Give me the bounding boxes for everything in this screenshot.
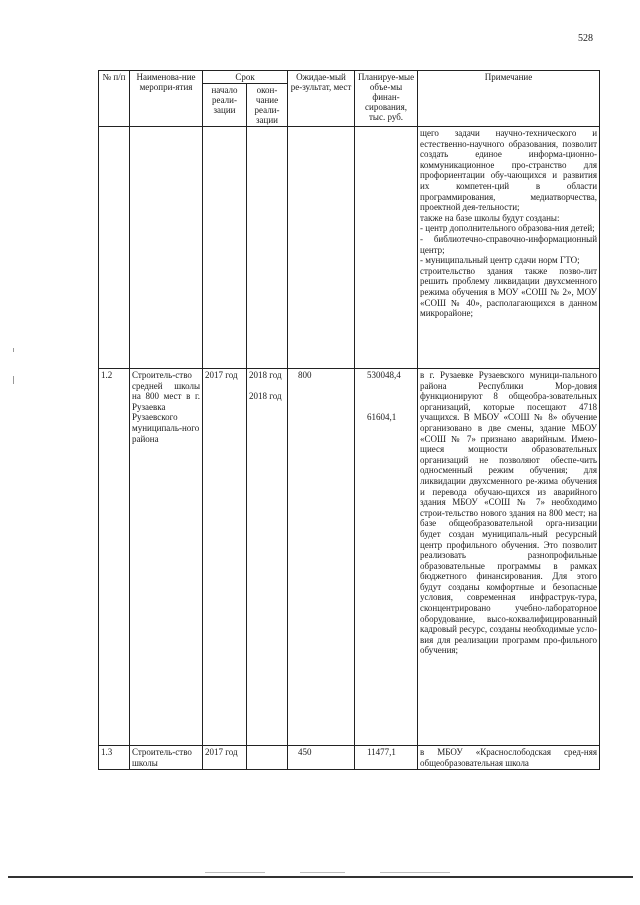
cell-result [288, 127, 355, 369]
cell-end-text: 2018 год 2018 год [249, 370, 282, 402]
cell-note-text: в МБОУ «Краснослободская сред-няя общеобразовательная школа [420, 747, 598, 768]
header-start: начало реали-зации [203, 84, 247, 127]
cell-result [288, 369, 355, 746]
header-end: окон-чание реали-зации [247, 84, 288, 127]
cell-start [203, 127, 247, 369]
cell-funding-text: 530048,4 61604,1 [367, 370, 401, 423]
cell-note [418, 746, 600, 770]
header-term: Срок [203, 71, 288, 84]
events-table [98, 70, 600, 770]
cell-funding [355, 369, 418, 746]
scan-mark [13, 348, 14, 352]
table-row [99, 369, 600, 746]
cell-end [247, 127, 288, 369]
table-header-row [99, 71, 600, 84]
cell-result-text: 450 [298, 747, 312, 757]
cell-end [247, 746, 288, 770]
cell-note-text: в г. Рузаевке Рузаевского муници-пального района Республики Мор-довия функционируют 8 общеобра-зовательных организаций, которые посещают 4718 учащихся. В МБОУ «СОШ № 8» обучение организовано в две смены, здание МБОУ «СОШ № 7» признано аварийным. Имею-щиеся мощности образовательных организаций не позволяют обеспе-чить односменный режим обучения; для ликвидации двухсменного ре-жима обучения и перевода обучаю-щихся из аварийного здания МБОУ «СОШ № 7» необходимо строи-тельство нового здания на 800 мест; на базе общеобразовательной орга-низации будет создан муниципаль-ный ресурсный центр профильного обучения. Это позволит реализовать разнопрофильные образовательные программы в рамках бюджетного финансирования. Для этого будут созданы комфортные и безопасные условия, современная инфраструк-тура, сконцентрировано учебно-лабораторное оборудование, высо-коквалифицированный кадровый ресурс, созданы необходимые усло-вия для реализации программ про-фильного обучения; [420, 370, 598, 656]
table-row [99, 127, 600, 369]
cell-end [247, 369, 288, 746]
cell-name-text: Строитель-ство средней школы на 800 мест в г. Рузаевка Рузаевского муниципаль-ного района [132, 370, 200, 444]
cell-funding [355, 746, 418, 770]
cell-start-text: 2017 год [205, 370, 238, 380]
scan-noise [205, 872, 265, 873]
header-num: № п/п [99, 71, 130, 127]
cell-start [203, 746, 247, 770]
header-note: Примечание [418, 71, 600, 127]
scan-noise [300, 872, 345, 873]
header-result: Ожидае-мый ре-зультат, мест [288, 71, 355, 127]
page-number: 528 [578, 33, 593, 44]
cell-result-text: 800 [298, 370, 312, 380]
cell-name-text: Строитель-ство школы [132, 747, 192, 768]
cell-start [203, 369, 247, 746]
header-funding: Планируе-мые объе-мы финан-сирования, тыс. руб. [355, 71, 418, 127]
table-row [99, 746, 600, 770]
cell-num-text: 1.2 [101, 370, 113, 380]
page-bottom-rule [8, 876, 633, 878]
cell-name [130, 369, 203, 746]
header-name: Наименова-ние меропри-ятия [130, 71, 203, 127]
cell-num [99, 369, 130, 746]
cell-result [288, 746, 355, 770]
cell-funding-text: 11477,1 [367, 747, 396, 757]
cell-num [99, 746, 130, 770]
scan-noise [380, 872, 450, 873]
cell-name [130, 127, 203, 369]
cell-start-text: 2017 год [205, 747, 238, 757]
cell-note [418, 369, 600, 746]
cell-num-text: 1.3 [101, 747, 113, 757]
cell-funding [355, 127, 418, 369]
cell-num [99, 127, 130, 369]
cell-name [130, 746, 203, 770]
scan-mark [13, 376, 14, 384]
cell-note [418, 127, 600, 369]
cell-note-text: щего задачи научно-технического и естественно-научного образования, позволит создать единое информа-ционно-коммуникационное про-странство для профориентации обу-чающихся и развития их компетен-ций в области программирования, медиатворчества, проектной дея-тельности; также на базе школы будут созданы: - центр дополнительного образова-ния детей; - библиотечно-справочно-информационный центр; - муниципальный центр сдачи норм ГТО; строительство здания также позво-лит решить проблему ликвидации двухсменного режима обучения в МОУ «СОШ № 2», МОУ «СОШ № 40», располагающихся в данном микрорайоне; [420, 128, 598, 319]
